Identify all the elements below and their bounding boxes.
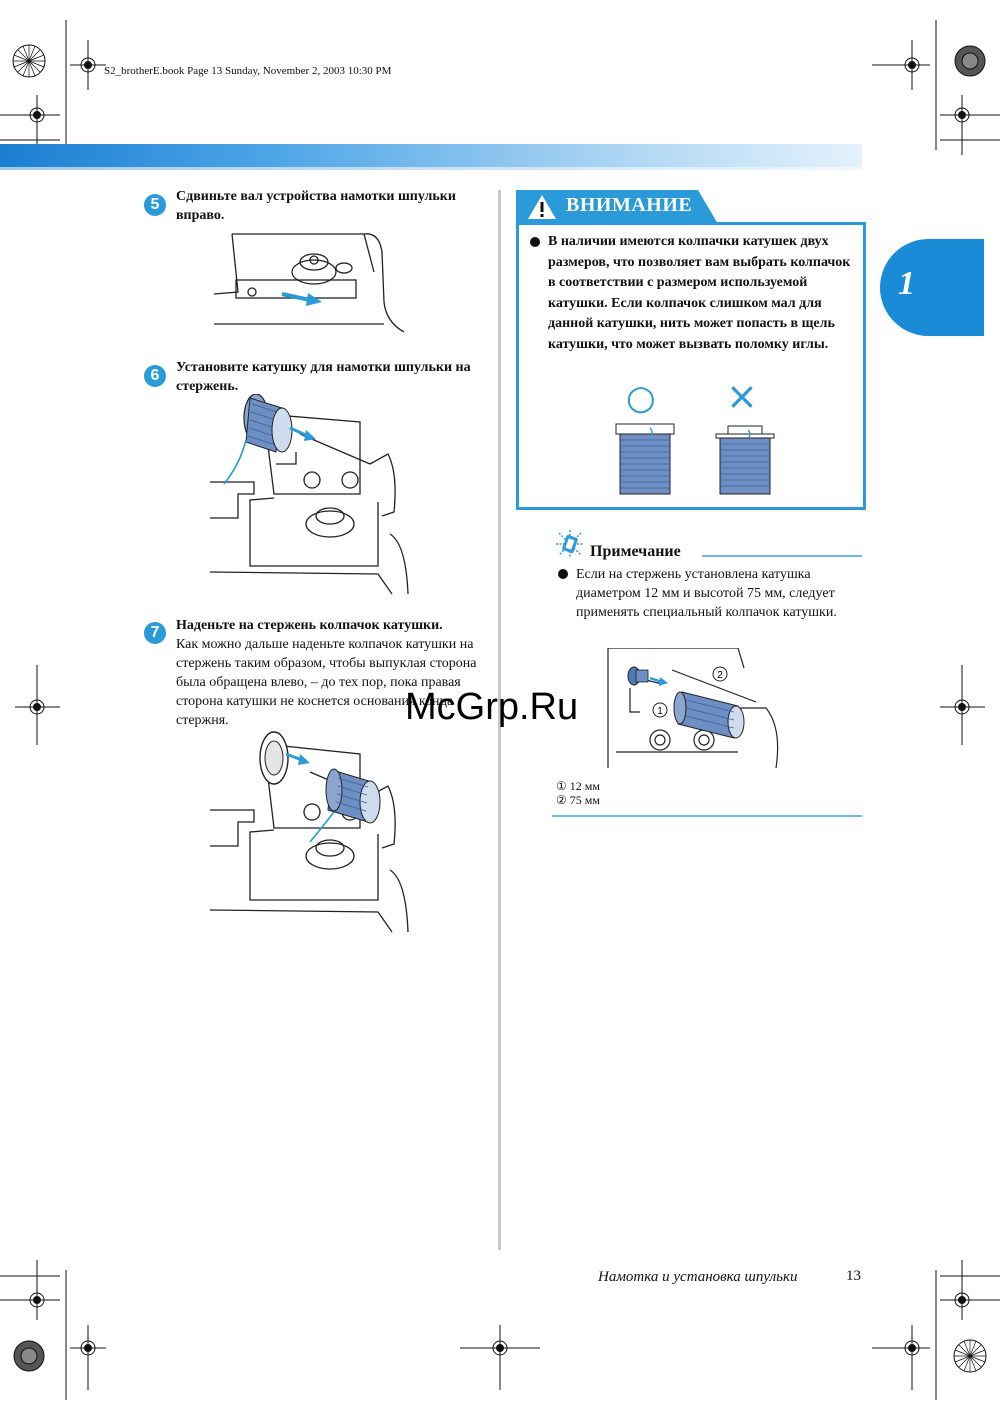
spool-correct-illustration (612, 420, 678, 498)
step-6-badge: 6 (144, 365, 166, 387)
note-bottom-rule (552, 815, 862, 817)
legend-value-1: 12 мм (569, 779, 600, 793)
step-7-badge: 7 (144, 622, 166, 644)
legend-marker-1: ① (556, 779, 567, 793)
chapter-number: 1 (898, 265, 915, 302)
step-6-title: Установите катушку для намотки шпульки на стержень. (176, 360, 471, 394)
step-7-body: Как можно дальше наденьте колпачок катушки на стержень таким образом, чтобы выпуклая сторона была обращена влево, – до тех пор, пока правая сторона катушки не коснется основания конца стержня. (176, 637, 477, 728)
correct-symbol: ○ (626, 378, 656, 418)
wrong-symbol: × (726, 374, 758, 418)
step-5-badge: 5 (144, 194, 166, 216)
header-band-underline (0, 167, 862, 170)
step-5-title: Сдвиньте вал устройства намотки шпульки вправо. (176, 189, 456, 223)
caution-bullet (530, 237, 540, 247)
legend-marker-2: ② (556, 793, 567, 807)
caution-text: В наличии имеются колпачки катушек двух размеров, что позволяет вам выбрать колпачок в соответствии с размером используемой катушки. Если колпачок слишком мал для данной катушки, нить может попасть в щель катушки, что может вызвать поломку иглы. (548, 234, 851, 352)
step-5-figure (214, 232, 414, 334)
legend-item-2 (556, 793, 600, 808)
note-title-rule (702, 555, 862, 557)
caution-label: ВНИМАНИЕ (566, 194, 693, 216)
svg-text:2: 2 (717, 670, 723, 681)
step-6-figure (210, 394, 410, 596)
note-figure (606, 648, 786, 770)
note-bullet (558, 569, 568, 579)
step-7-figure (210, 730, 410, 934)
note-text: Если на стержень установлена катушка диаметром 12 мм и высотой 75 мм, следует применять специальный колпачок катушки. (576, 567, 837, 620)
watermark: McGrp.Ru (405, 686, 579, 728)
note-title: Примечание (590, 543, 681, 560)
file-info-header: S2_brotherE.book Page 13 Sunday, November 2, 2003 10:30 PM (104, 65, 392, 77)
sunburst-mark-top-left (13, 45, 45, 77)
header-band (0, 144, 862, 167)
note-figure-marker-2 (713, 667, 727, 681)
step-7-title: Наденьте на стержень колпачок катушки. (176, 618, 443, 633)
svg-text:1: 1 (657, 706, 663, 717)
page-number: 13 (846, 1268, 861, 1284)
chapter-tab (880, 239, 984, 336)
note-burst-icon (552, 528, 588, 560)
footer-section-title: Намотка и установка шпульки (598, 1269, 798, 1285)
legend-item-1 (556, 779, 600, 794)
spool-wrong-illustration (712, 420, 778, 498)
legend-value-2: 75 мм (569, 793, 600, 807)
note-figure-marker-1 (653, 703, 667, 717)
